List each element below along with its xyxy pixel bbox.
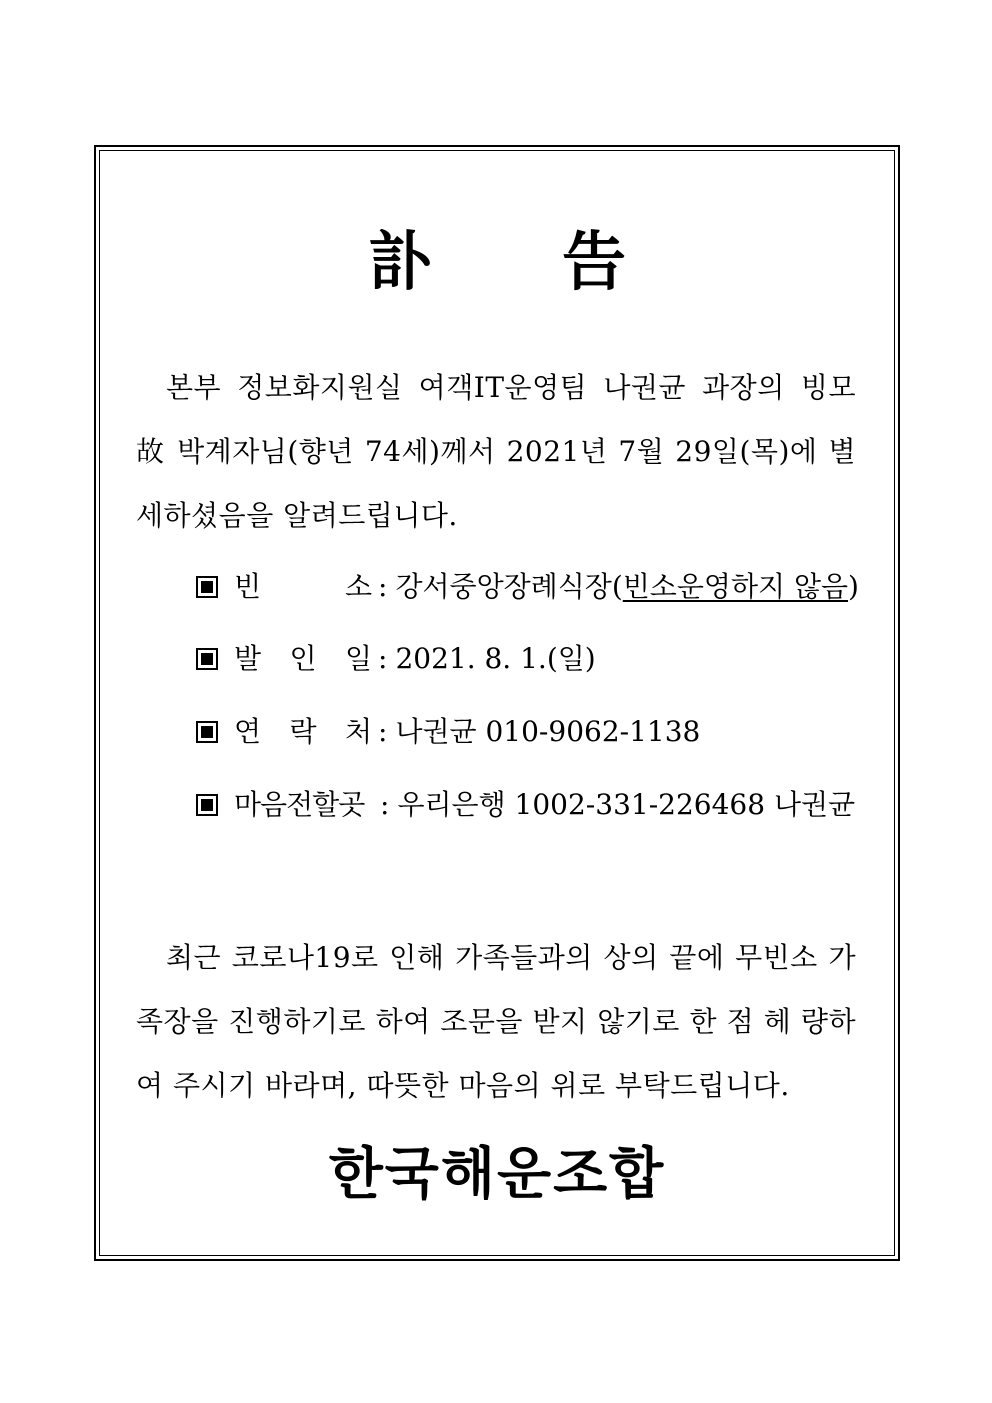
closing-line-2: 가족장을 진행하기로 하여 조문을 받지 않기로 한 점 헤 bbox=[136, 941, 857, 1038]
detail-departure-date: 발 인 일 : 2021. 8. 1.(일) bbox=[196, 641, 874, 677]
title-char-obituary: 訃 bbox=[368, 225, 432, 300]
detail-value-underlined: 빈소운영하지 않음 bbox=[622, 570, 849, 603]
closing-paragraph bbox=[136, 926, 856, 1118]
detail-value-suffix: ) bbox=[848, 570, 859, 603]
square-bullet-icon bbox=[196, 794, 218, 816]
notice-border bbox=[94, 145, 900, 1261]
notice-title bbox=[100, 225, 894, 300]
detail-value: 나권균 010-9062-1138 bbox=[395, 715, 701, 748]
detail-condolence-account: 마음전할곳 : 우리은행 1002-331-226468 나권균 bbox=[196, 787, 874, 823]
detail-label: 마음전할곳 bbox=[234, 788, 365, 821]
square-bullet-icon bbox=[196, 648, 218, 670]
intro-line-1: 본부 정보화지원실 여객IT운영팀 나권균 과장의 빙모 bbox=[166, 371, 856, 404]
detail-value: 강서중앙장례식장( bbox=[395, 570, 623, 603]
detail-funeral-hall: 빈 소 : 강서중앙장례식장(빈소운영하지 않음) bbox=[196, 569, 874, 605]
organization-name: 한국해운조합 bbox=[328, 1141, 666, 1207]
closing-line-1: 최근 코로나19로 인해 가족들과의 상의 끝에 무빈소 bbox=[166, 941, 818, 974]
square-bullet-icon bbox=[196, 576, 218, 598]
detail-contact: 연 락 처 : 나권균 010-9062-1138 bbox=[196, 714, 874, 750]
intro-paragraph bbox=[136, 356, 856, 548]
title-char-announce: 告 bbox=[562, 225, 626, 300]
notice-inner-border bbox=[99, 150, 895, 1256]
closing-line-3: 량하여 주시기 바라며, 따뜻한 마음의 위로 부탁드립니다. bbox=[136, 1005, 857, 1102]
detail-value: 우리은행 1002-331-226468 나권균 bbox=[397, 788, 856, 821]
intro-line-3: 별세하셨음을 알려드립니다. bbox=[136, 435, 857, 532]
square-bullet-icon bbox=[196, 721, 218, 743]
detail-label: 빈 소 bbox=[234, 570, 372, 603]
detail-label: 발 인 일 bbox=[234, 642, 372, 675]
detail-value: 2021. 8. 1.(일) bbox=[395, 642, 596, 675]
detail-label: 연 락 처 bbox=[234, 715, 372, 748]
intro-line-2: 故 박계자님(향년 74세)께서 2021년 7월 29일(목)에 bbox=[136, 435, 818, 468]
